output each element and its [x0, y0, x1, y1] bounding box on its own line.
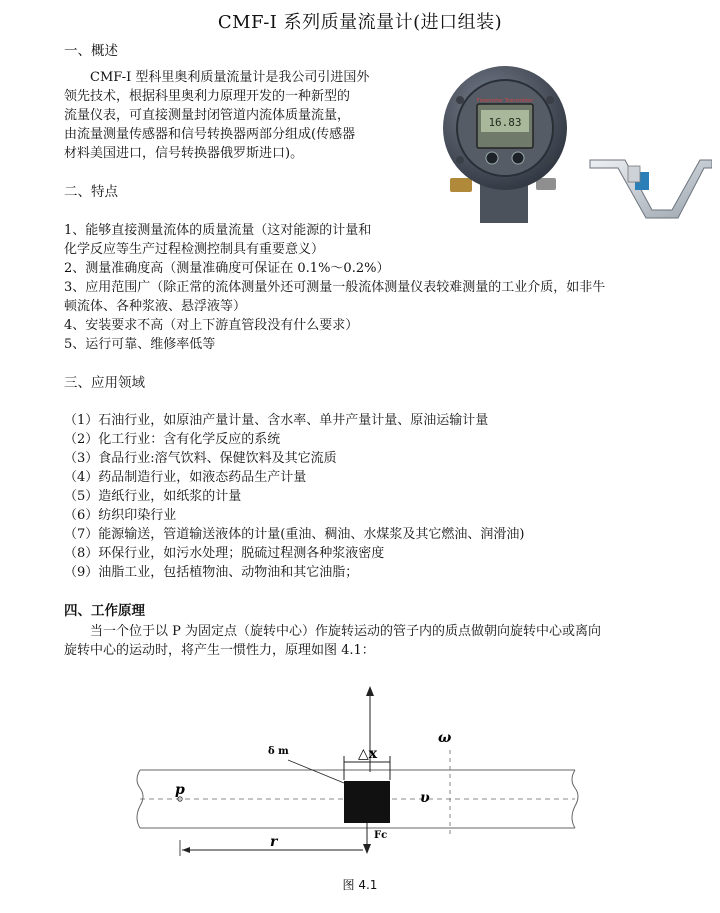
paragraph-line: 由流量测量传感器和信号转换器两部分组成(传感器	[64, 127, 356, 142]
paragraph-line: 材料美国进口，信号转换器俄罗斯进口)。	[64, 146, 304, 161]
v-label: υ	[420, 790, 430, 806]
paragraph-line: CMF-I 型科里奥利质量流量计是我公司引进国外	[90, 70, 370, 85]
mass-block	[344, 781, 390, 823]
application-line: （1）石油行业，如原油产量计量、含水率、单井产量计量、原油运输计量	[64, 413, 489, 428]
feature-line: 5、运行可靠、维修率低等	[64, 337, 216, 352]
feature-line: 1、能够直接测量流体的质量流量（这对能源的计量和	[64, 223, 372, 238]
flowmeter-photo	[440, 60, 712, 235]
omega-label: ω	[438, 730, 452, 746]
enter-button-icon	[512, 152, 524, 164]
paragraph-line: 领先技术，根据科里奥利力原理开发的一种新型的	[64, 89, 351, 104]
screen-value: 16.83	[488, 116, 522, 129]
application-line: （9）油脂工业，包括植物油、动物油和其它油脂；	[64, 565, 359, 580]
section-heading-features: 二、特点	[64, 184, 118, 200]
page-title: CMF-I 系列质量流量计(进口组装)	[217, 12, 503, 33]
application-line: （4）药品制造行业，如液态药品生产计量	[64, 470, 307, 485]
feature-line: 4、安装要求不高（对上下游直管段没有什么要求）	[64, 318, 359, 333]
delta-m-label: δ m	[268, 746, 289, 757]
application-line: （8）环保行业，如污水处理；脱硫过程测各种浆液密度	[64, 546, 385, 561]
feature-line: 2、测量准确度高（测量准确度可保证在 0.1%～0.2%）	[64, 261, 390, 276]
application-line: （5）造纸行业，如纸浆的计量	[64, 489, 242, 504]
application-line: （2）化工行业：含有化学反应的系统	[64, 432, 281, 447]
feature-line: 化学反应等生产过程检测控制具有重要意义）	[64, 242, 325, 257]
feature-line: 3、应用范围广（除正常的流体测量外还可测量一般流体测量仪表较难测量的工业介质，如非牛	[64, 280, 606, 295]
delta-x-label: △x	[358, 746, 378, 762]
section-heading-overview: 一、概述	[64, 43, 118, 59]
feature-line: 顿流体、各种浆液、悬浮液等）	[64, 299, 247, 314]
paragraph-line: 流量仪表，可直接测量封闭管道内流体质量流量，	[64, 108, 351, 123]
p-label: p	[175, 782, 185, 798]
section-heading-applications: 三、应用领域	[64, 375, 145, 391]
application-line: （7）能源输送，管道输送液体的计量(重油、稠油、水煤浆及其它燃油、润滑油)	[64, 527, 525, 542]
down-button-icon	[486, 152, 498, 164]
r-label: r	[270, 834, 278, 850]
principle-line: 当一个位于以 P 为固定点（旋转中心）作旋转运动的管子内的质点做朝向旋转中心或离向	[90, 624, 602, 639]
screen-label: Flowmeter Transmitter	[476, 98, 534, 104]
section-heading-principle: 四、工作原理	[64, 603, 145, 619]
principle-line: 旋转中心的运动时，将产生一惯性力，原理如图 4.1：	[64, 643, 375, 658]
application-line: （6）纺织印染行业	[64, 508, 177, 523]
coriolis-diagram	[120, 680, 600, 870]
fc-label: Fc	[374, 830, 388, 841]
application-line: （3）食品行业:溶气饮料、保健饮料及其它流质	[64, 451, 337, 466]
figure-caption: 图 4.1	[342, 878, 378, 892]
